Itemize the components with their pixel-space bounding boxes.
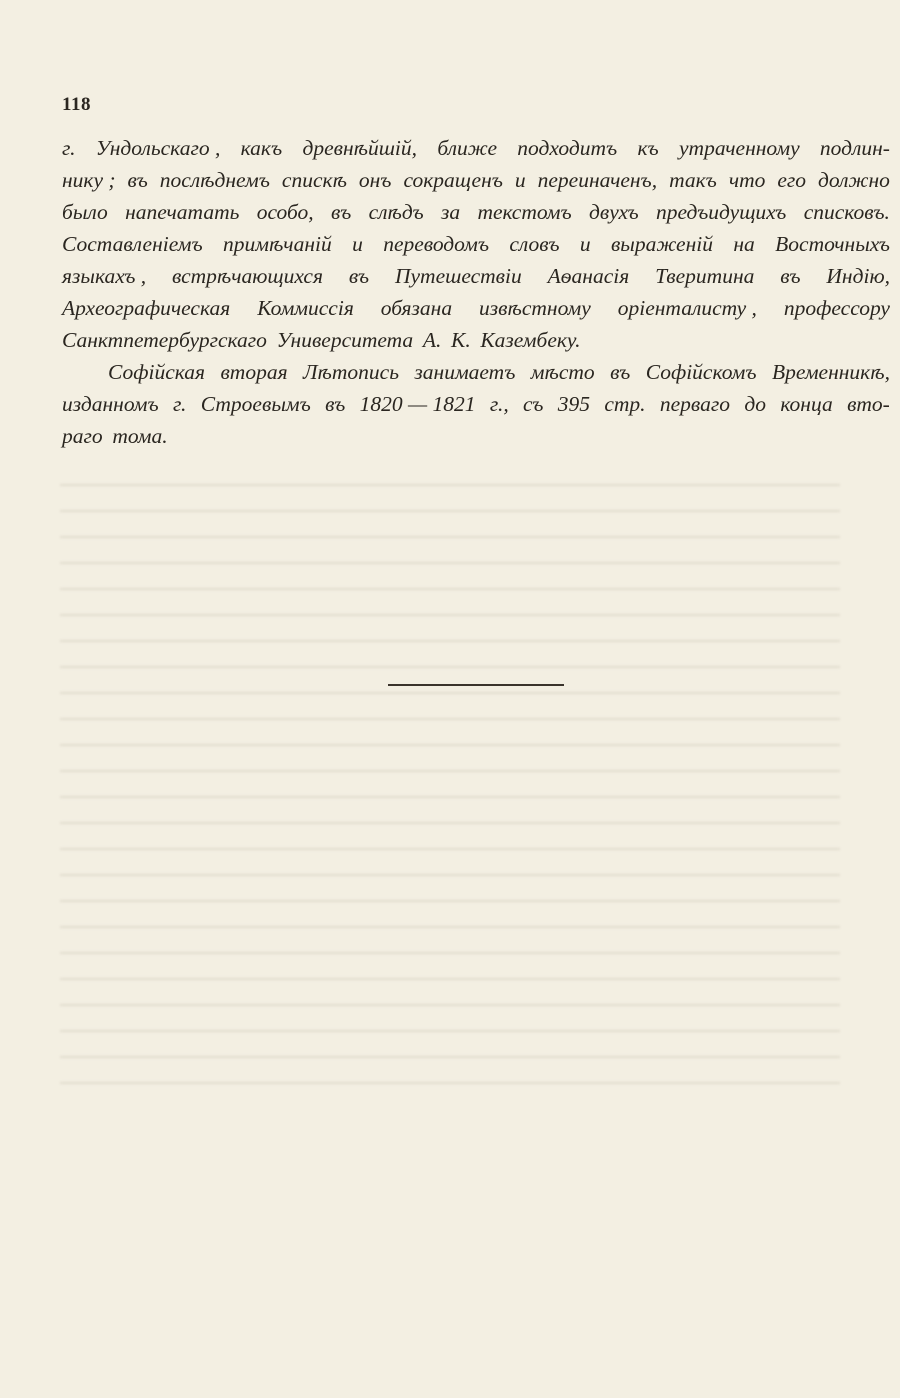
word: древнѣйшій,: [302, 136, 418, 160]
word: и: [579, 232, 591, 256]
word: подлин-: [819, 136, 890, 160]
word: Составленіемъ: [62, 232, 203, 256]
word: Путешествіи: [394, 264, 522, 288]
word: съ: [523, 392, 544, 416]
word: тома.: [112, 424, 168, 448]
word: занимаетъ: [414, 360, 516, 384]
word: конца: [780, 392, 833, 416]
word: предъидущихъ: [656, 200, 787, 224]
word: вторая: [220, 360, 288, 384]
word: раго: [62, 424, 103, 448]
word: къ: [637, 136, 659, 160]
word: что: [728, 168, 766, 192]
text-line: [62, 420, 890, 452]
word: его: [777, 168, 807, 192]
word: выраженій: [610, 232, 713, 256]
word: оріенталисту ,: [617, 296, 757, 320]
word: слѣдъ: [368, 200, 424, 224]
word: Казембеку.: [480, 328, 581, 352]
word: г.,: [489, 392, 509, 416]
word: въ: [331, 200, 352, 224]
text-line: [62, 388, 890, 420]
text-line: [62, 260, 890, 292]
word: сокращенъ: [403, 168, 503, 192]
word: А.: [422, 328, 442, 352]
word: до: [744, 392, 766, 416]
word: въ: [610, 360, 631, 384]
word: К.: [451, 328, 471, 352]
text-line: [62, 324, 890, 356]
word: Санктпетербургскаго: [62, 328, 267, 352]
word: 395: [557, 392, 591, 416]
word: обязана: [380, 296, 453, 320]
word: изданномъ: [62, 392, 159, 416]
text-line: [62, 132, 890, 164]
word: Тверитина: [655, 264, 755, 288]
word: словъ: [509, 232, 560, 256]
word: примѣчаній: [223, 232, 332, 256]
word: переводомъ: [383, 232, 489, 256]
word: г.: [62, 136, 76, 160]
word: профессору: [783, 296, 890, 320]
word: Индію,: [826, 264, 890, 288]
word: въ: [780, 264, 801, 288]
word: мѣсто: [530, 360, 595, 384]
word: особо,: [256, 200, 314, 224]
word: стр.: [604, 392, 646, 416]
word: онъ: [358, 168, 392, 192]
word: за: [440, 200, 461, 224]
word: двухъ: [589, 200, 639, 224]
word: ближе: [437, 136, 497, 160]
word: нику ;: [62, 168, 116, 192]
word: должно: [818, 168, 890, 192]
word: Софійскомъ: [645, 360, 757, 384]
word: Софійская: [108, 360, 206, 384]
word: Коммиссія: [257, 296, 354, 320]
word: спискѣ: [281, 168, 347, 192]
word: утраченному: [679, 136, 800, 160]
word: напечатать: [125, 200, 240, 224]
word: г.: [172, 392, 187, 416]
word: подходитъ: [517, 136, 618, 160]
word: Лѣтопись: [302, 360, 399, 384]
section-divider: [388, 684, 564, 686]
word: встрѣчающихся: [172, 264, 323, 288]
word: въ: [127, 168, 148, 192]
word: Ундольскаго ,: [95, 136, 221, 160]
word: вто-: [847, 392, 890, 416]
word: такъ: [669, 168, 717, 192]
body-text: [62, 132, 890, 452]
word: было: [62, 200, 108, 224]
word: Временникѣ,: [771, 360, 890, 384]
word: какъ: [240, 136, 283, 160]
word: въ: [348, 264, 370, 288]
word: переиначенъ,: [537, 168, 658, 192]
word: Аѳанасія: [547, 264, 630, 288]
word: текстомъ: [477, 200, 572, 224]
word: на: [733, 232, 755, 256]
word: списковъ.: [803, 200, 890, 224]
word: въ: [325, 392, 346, 416]
word: послѣднемъ: [159, 168, 270, 192]
word: Строевымъ: [200, 392, 311, 416]
text-line: [62, 292, 890, 324]
word: и: [514, 168, 526, 192]
bleed-through-texture: [60, 470, 840, 1090]
text-line: [62, 356, 890, 388]
word: перваго: [659, 392, 731, 416]
word: языкахъ ,: [62, 264, 147, 288]
text-line: [62, 164, 890, 196]
word: Археографическая: [62, 296, 231, 320]
word: Восточныхъ: [775, 232, 890, 256]
text-line: [62, 196, 890, 228]
word: Университета: [276, 328, 414, 352]
word: и: [352, 232, 363, 256]
page-number: 118: [62, 94, 91, 115]
word: 1820 — 1821: [359, 392, 476, 416]
text-line: [62, 228, 890, 260]
word: извѣстному: [479, 296, 591, 320]
